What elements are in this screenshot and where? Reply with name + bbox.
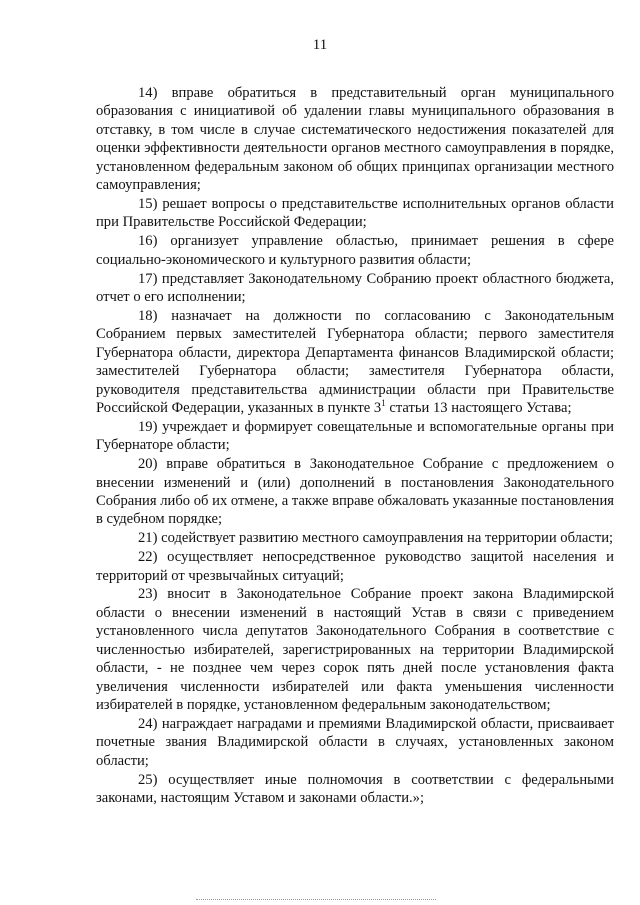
clause-18-text-before: 18) назначает на должности по согласованию с Законодательным Собранием первых заместителей Губернатора области; первого заместителя Губернатора области, директора Департамента финансов Владимирской области; заместителей Губернатора области; заместителя Губернатора области, руководителя представительства администрации области при Правительстве Российской Федерации, указанных в пункте 3 — [96, 307, 614, 416]
clause-18 — [96, 307, 614, 417]
clause-16: 16) организует управление областью, принимает решения в сфере социально-экономического и культурного развития области; — [96, 233, 614, 268]
clause-18-superscript: 1 — [381, 397, 386, 408]
clause-15: 15) решает вопросы о представительстве исполнительных органов области при Правительстве Российской Федерации; — [96, 195, 614, 231]
page-number: 11 — [312, 37, 328, 53]
clause-20: 20) вправе обратиться в Законодательное Собрание с предложением о внесении изменений и (или) дополнений в постановления Законодательного Собрания либо об их отмене, а также вправе обжаловать указанные постановления в судебном порядке; — [96, 456, 614, 528]
clause-22: 22) осуществляет непосредственное руководство защитой населения и территорий от чрезвычайных ситуаций; — [96, 549, 614, 584]
clause-14: 14) вправе обратиться в представительный орган муниципального образования с инициативой об удалении главы муниципального образования в отставку, в том числе в случае систематического недостижения показателей для оценки эффективности деятельности органов местного самоуправления в порядке, установленном федеральным законом об общих принципах организации местного самоуправления; — [96, 85, 614, 194]
document-body — [96, 84, 614, 807]
clause-18-text-after: статьи 13 настоящего Устава; — [385, 399, 572, 416]
clause-25: 25) осуществляет иные полномочия в соответствии с федеральными законами, настоящим Уставом и законами области.»; — [96, 771, 614, 806]
clause-24: 24) награждает наградами и премиями Владимирской области, присваивает почетные звания Владимирской области в случаях, установленных законом области; — [96, 715, 614, 769]
scan-dotted-line — [196, 899, 436, 901]
clause-17: 17) представляет Законодательному Собранию проект областного бюджета, отчет о его исполнении; — [96, 270, 614, 305]
clause-19: 19) учреждает и формирует совещательные и вспомогательные органы при Губернаторе области; — [96, 418, 614, 454]
clause-23: 23) вносит в Законодательное Собрание проект закона Владимирской области о внесении изменений в настоящий Устав в связи с приведением установленного числа депутатов Законодательного Собрания в соответствие с численностью избирателей, зарегистрированных на территории Владимирской области, - не позднее чем через сорок пять дней после установления факта увеличения численности избирателей или факта уменьшения численности избирателей в порядке, установленном федеральным законодательством; — [96, 586, 614, 713]
clause-21: 21) содействует развитию местного самоуправления на территории области; — [138, 530, 614, 547]
